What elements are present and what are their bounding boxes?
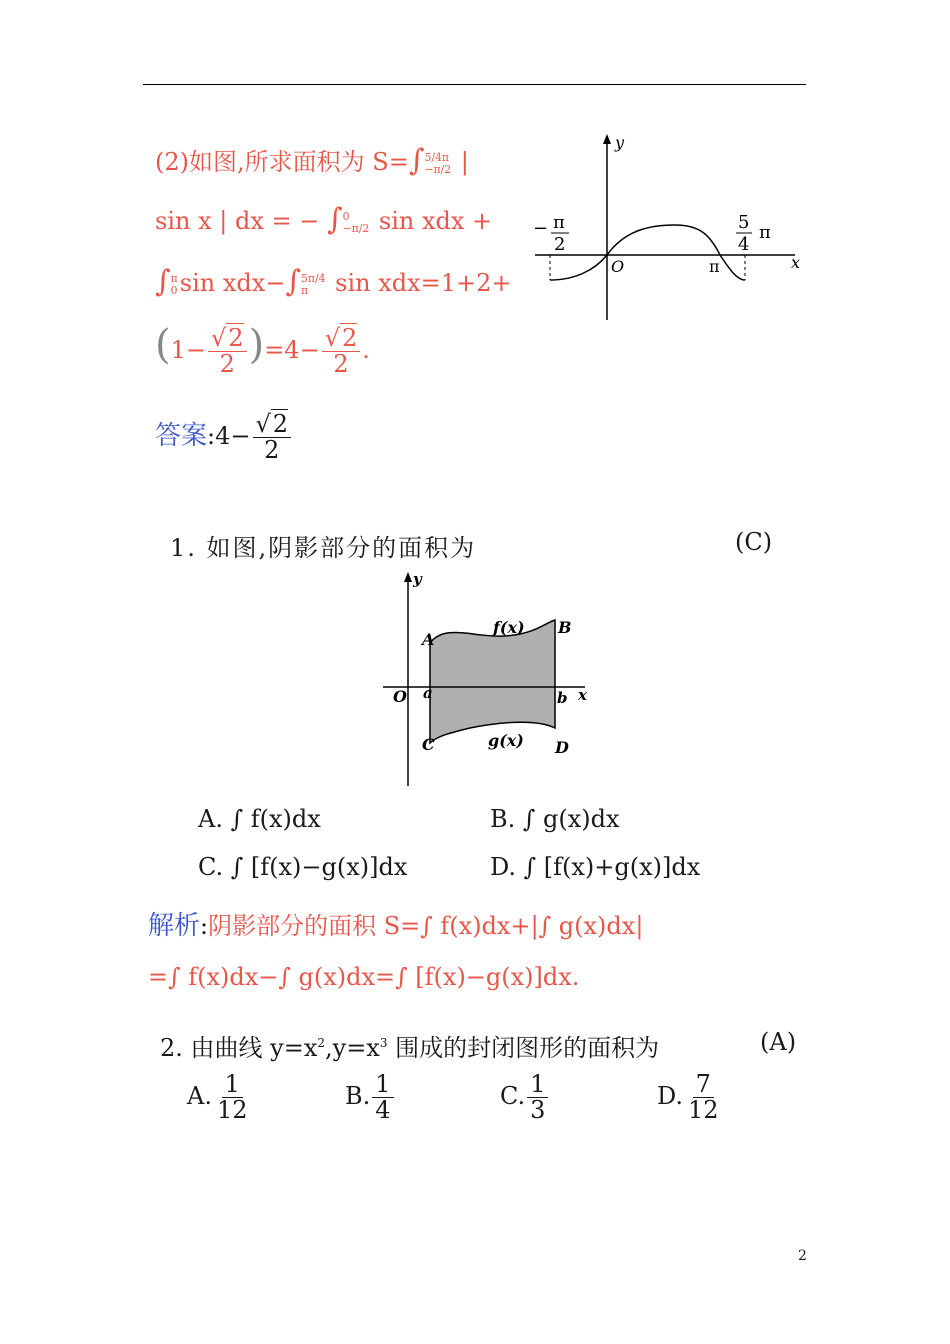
label-b: b [557,689,568,707]
analysis1-line1 [148,905,643,942]
frac-num: 1 [527,1072,548,1098]
q2-stem [160,1028,659,1063]
point-b: B [558,618,572,637]
y-label: y [413,570,422,588]
neg-pi-den: 2 [554,234,566,255]
point-d: D [555,738,569,757]
point-c: C [422,735,435,754]
y-axis-arrow [603,134,611,144]
pi-label: π [759,222,771,243]
limit-upper: 5/4π [424,150,449,164]
limit-upper: π [170,271,178,285]
q2-option-d[interactable] [657,1072,724,1123]
neg-sign: − [533,218,549,239]
four: 4 [738,234,750,255]
frac-den: 12 [688,1096,719,1125]
x-label: x [791,253,801,272]
region-graph [375,568,605,793]
origin-label: O [611,257,625,276]
frac-den: 2 [333,350,349,378]
exponent: 3 [379,1036,388,1050]
q1-answer: (C) [735,528,773,556]
frac-den: 2 [264,436,280,465]
five: 5 [738,212,750,233]
pi-axis-label: π [709,257,720,276]
limit-lower: −π/2 [424,162,452,176]
solution2-text: sin xdx=1+2+ [327,269,512,297]
answer-line: 答案:4− $\frac{√2}{2}$ [155,412,293,463]
frac-num: 1 [222,1072,243,1098]
neg-pi-num: π [553,212,565,233]
solution2-line4: (1− $\frac{√2}{2}$ )=4− $\frac{√2}{2}$ . [155,322,370,378]
sqrt-value: 2 [341,323,358,352]
limit-upper: 0 [342,209,350,223]
limit-lower: 0 [170,283,178,297]
q1-stem: 1. 如图,阴影部分的面积为 [170,534,477,562]
frac-num: 7 [693,1072,714,1098]
answer-colon: : [207,422,216,451]
y-label: y [615,133,625,152]
q2-text: 2. 由曲线 y=x [160,1034,318,1062]
limit-upper: 5π/4 [301,271,326,285]
limit-lower: −π/2 [342,221,370,235]
answer-label: 答案 [155,421,208,452]
paren-close: ) [248,322,265,368]
q2-text: 围成的封闭图形的面积为 [387,1034,660,1062]
q2-option-b[interactable] [345,1072,396,1123]
g-label: g(x) [488,731,524,750]
solution2-text: sin xdx− [179,269,286,297]
shaded-region [430,620,555,743]
sqrt-value: 2 [272,410,289,438]
page-number: 2 [798,1248,807,1264]
x-label: x [578,686,587,704]
q1-option-c[interactable]: C. ∫ [f(x)−g(x)]dx [198,853,408,881]
f-label: f(x) [493,618,525,637]
q2-text: ,y=x [325,1034,380,1062]
q1-option-d[interactable]: D. ∫ [f(x)+g(x)]dx [490,853,701,881]
option-letter: C. [500,1082,526,1111]
sqrt-value: 2 [228,323,244,352]
y-axis-arrow [404,572,412,582]
label-a: a [423,684,433,702]
analysis1-line2: =∫ f(x)dx−∫ g(x)dx=∫ [f(x)−g(x)]dx. [148,963,580,991]
solution2-line1: (2)如图,所求面积为 S=∫ 5/4π −π/2 | [155,143,469,178]
solution2-text: 1− [170,336,206,364]
header-rule [143,84,806,85]
option-letter: D. [657,1082,684,1111]
abs-bar: | [460,148,469,176]
q2-option-a[interactable] [187,1072,253,1123]
frac-den: 3 [530,1096,546,1125]
point-a: A [422,630,435,649]
option-letter: A. [187,1082,212,1111]
limit-lower: π [301,283,309,297]
q2-answer: (A) [760,1028,797,1056]
option-letter: B. [345,1082,371,1111]
exponent: 2 [317,1036,325,1050]
frac-den: 2 [219,350,235,378]
answer-value: 4− [215,422,251,451]
analysis-label: 解析 [148,911,201,941]
solution2-prefix: (2)如图,所求面积为 S= [155,148,409,176]
sine-graph [525,130,815,330]
paren-open: ( [155,322,171,368]
frac-den: 4 [375,1096,391,1125]
q1-option-b[interactable]: B. ∫ g(x)dx [490,805,620,833]
analysis-text: 阴影部分的面积 S=∫ f(x)dx+|∫ g(x)dx| [208,912,644,940]
origin-label: O [393,687,407,706]
solution2-text: sin x | dx = − [155,207,327,235]
period: . [362,336,370,364]
solution2-text: =4− [264,336,320,364]
analysis-colon: : [200,912,209,940]
frac-den: 12 [216,1096,248,1125]
solution2-line3: ∫ π 0 sin xdx−∫ 5π/4 π sin xdx=1+2+ [155,264,512,299]
frac-num: 1 [372,1072,393,1098]
solution2-line2: sin x | dx = − ∫ 0 −π/2 sin xdx + [155,202,493,237]
q1-option-a[interactable]: A. ∫ f(x)dx [198,805,321,833]
solution2-text: sin xdx + [371,207,493,235]
q2-option-c[interactable] [500,1072,550,1123]
